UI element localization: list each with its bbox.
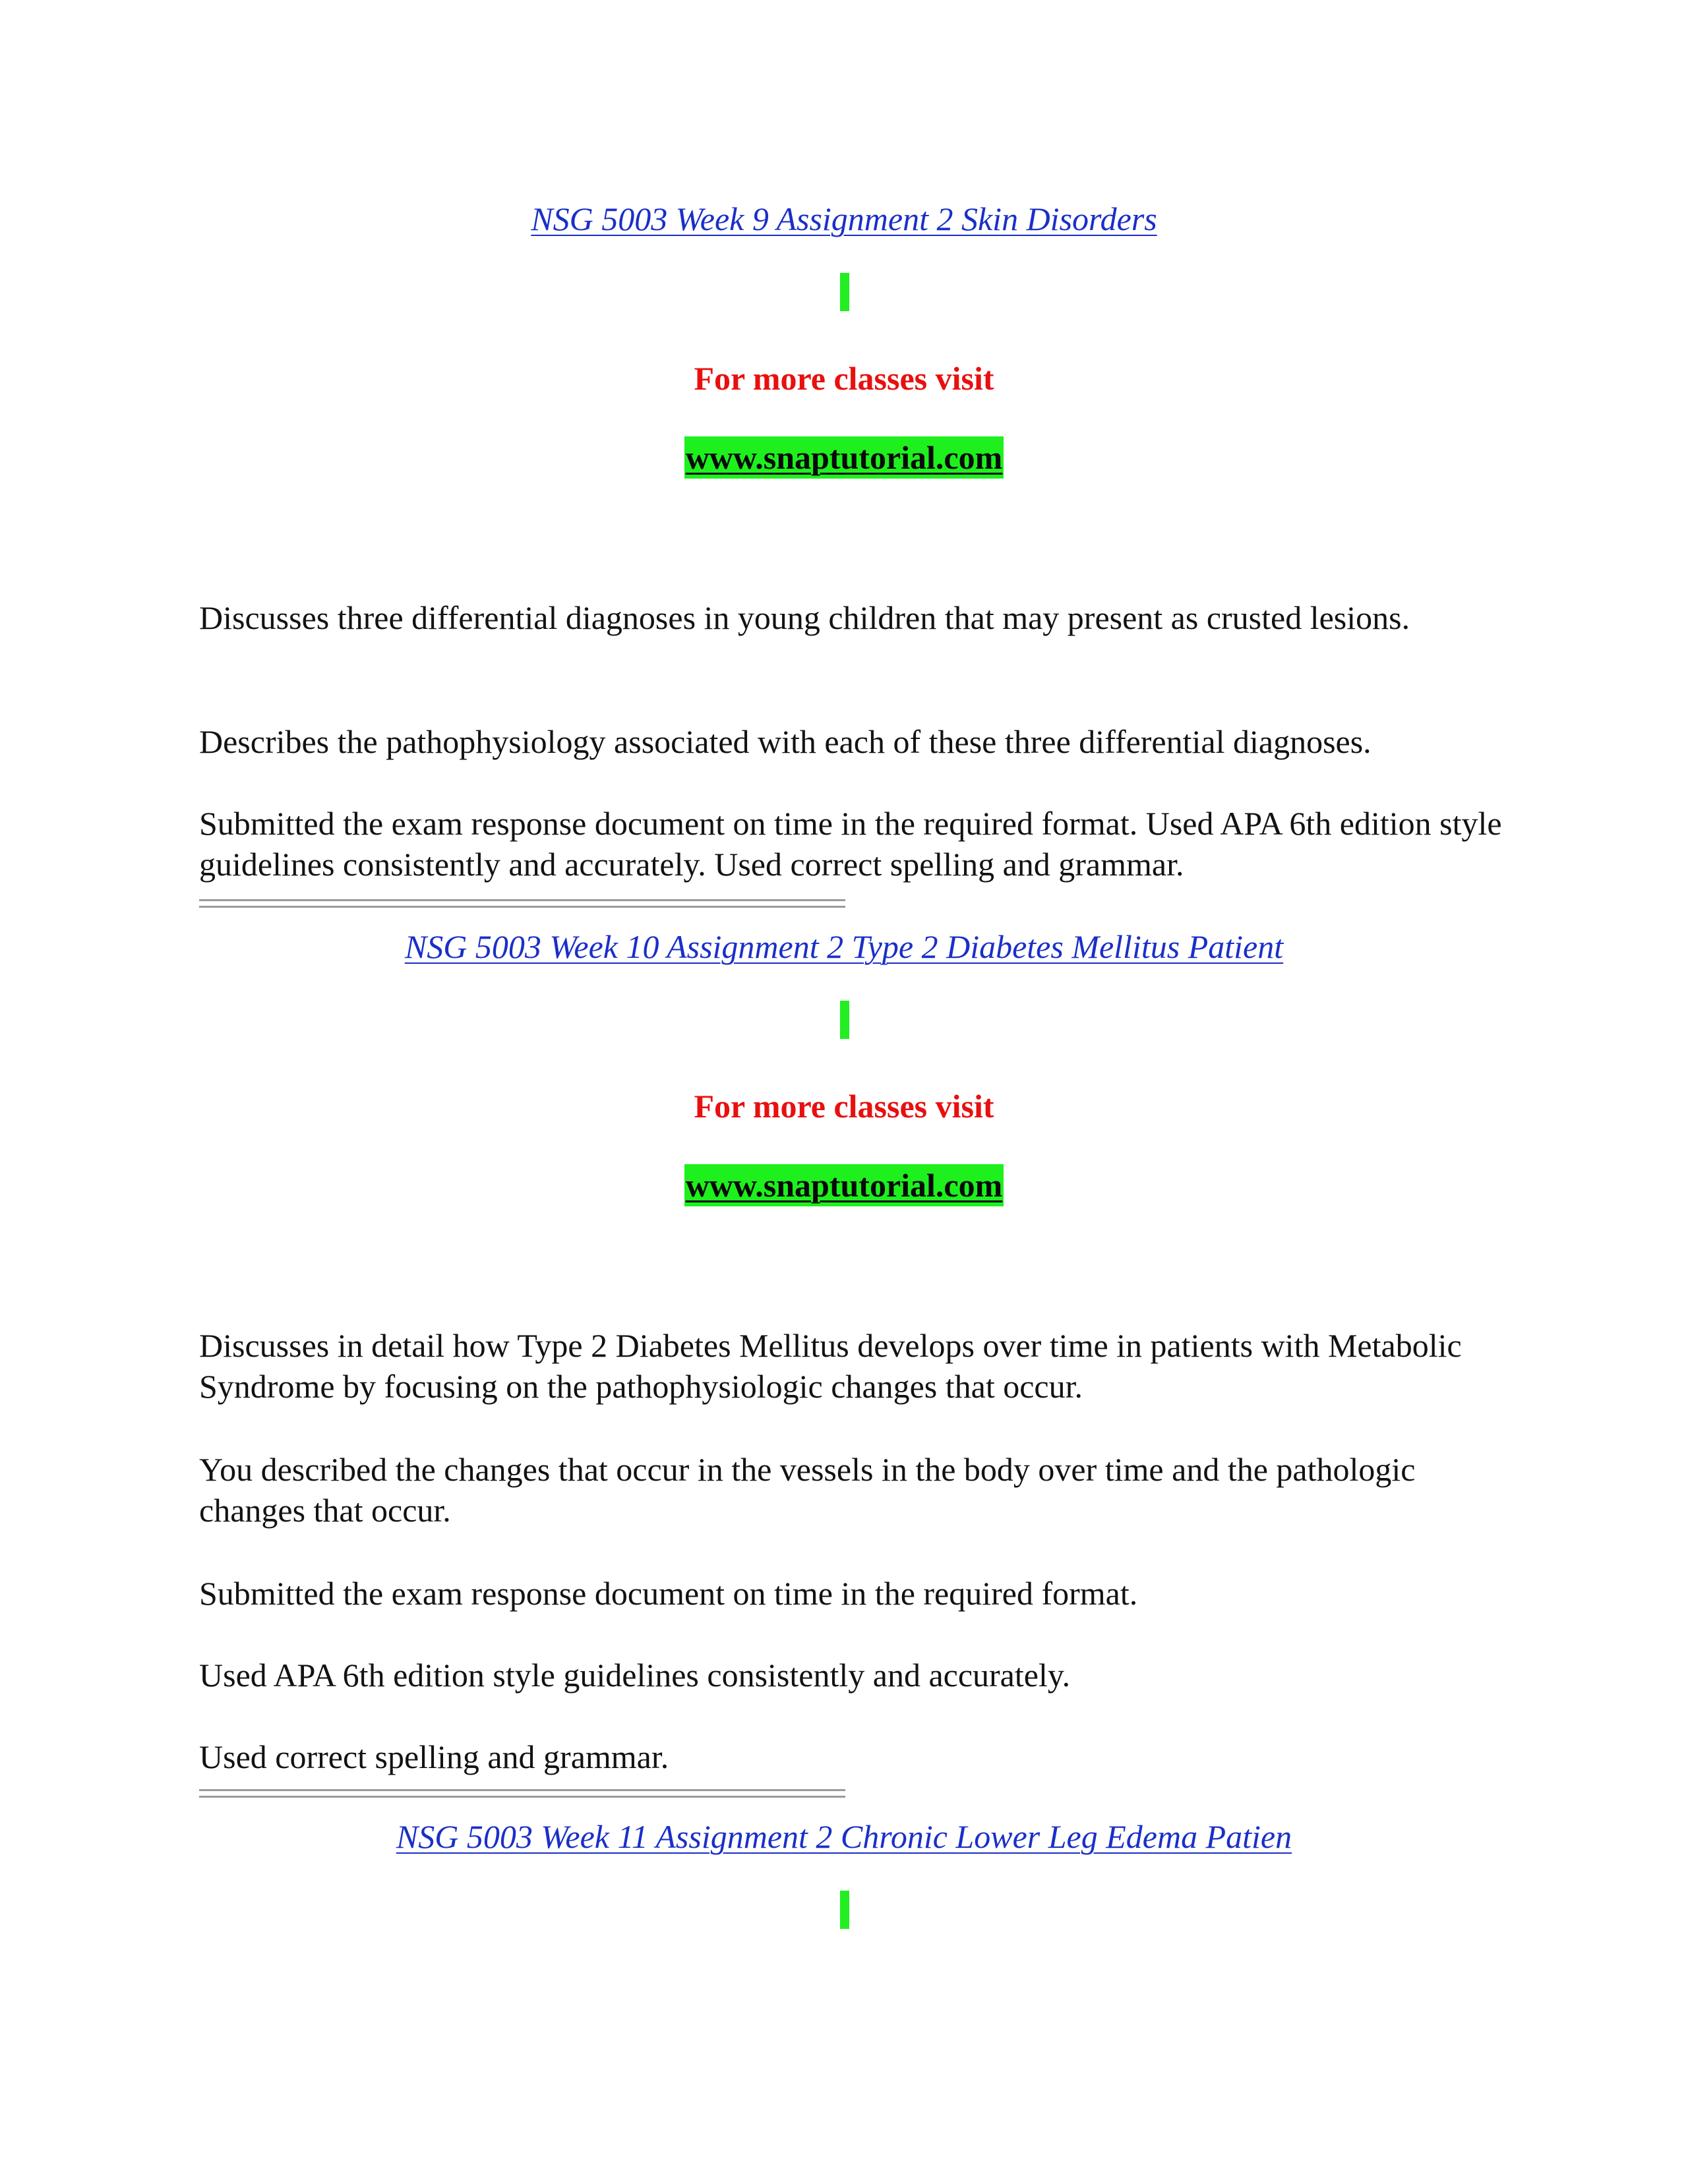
- section-1-title-link[interactable]: NSG 5003 Week 9 Assignment 2 Skin Disorders: [531, 200, 1157, 237]
- section-2-paragraph-2: You described the changes that occur in the vessels in the body over time and the pathologic changes that occur.: [199, 1451, 1416, 1529]
- section-1-paragraph-2: Describes the pathophysiology associated with each of these three differential diagnoses.: [199, 723, 1372, 760]
- section-3-green-marker: [840, 1891, 849, 1929]
- section-divider-1: [199, 895, 859, 912]
- section-2-site-wrap: [0, 1164, 1688, 1206]
- section-1-paragraph-3: Submitted the exam response document on time in the required format. Used APA 6th edition style guidelines consistently and accurately. Used correct spelling and grammar.: [199, 805, 1502, 883]
- section-2-green-marker: [840, 1001, 849, 1039]
- section-2-visit-text: For more classes visit: [694, 1088, 994, 1125]
- section-2-paragraph-1: Discusses in detail how Type 2 Diabetes Mellitus develops over time in patients with Metabolic Syndrome by focusing on the pathophysiologic changes that occur.: [199, 1327, 1462, 1405]
- section-3-title-link[interactable]: NSG 5003 Week 11 Assignment 2 Chronic Lower Leg Edema Patien: [396, 1818, 1292, 1855]
- section-1-visit-text: For more classes visit: [694, 360, 994, 397]
- section-1-paragraph-1: Discusses three differential diagnoses in young children that may present as crusted lesions.: [199, 599, 1410, 636]
- section-2-title-link[interactable]: NSG 5003 Week 10 Assignment 2 Type 2 Diabetes Mellitus Patient: [404, 928, 1284, 965]
- section-1-site-link[interactable]: www.snaptutorial.com: [684, 436, 1004, 479]
- section-2-paragraph-4: Used APA 6th edition style guidelines consistently and accurately.: [199, 1657, 1071, 1694]
- section-1-green-marker: [840, 273, 849, 311]
- section-divider-2: [199, 1785, 859, 1802]
- section-2-site-link[interactable]: www.snaptutorial.com: [684, 1164, 1004, 1206]
- section-2-paragraph-5: Used correct spelling and grammar.: [199, 1738, 669, 1775]
- section-1-site-wrap: [0, 436, 1688, 479]
- section-2-paragraph-3: Submitted the exam response document on time in the required format.: [199, 1575, 1138, 1612]
